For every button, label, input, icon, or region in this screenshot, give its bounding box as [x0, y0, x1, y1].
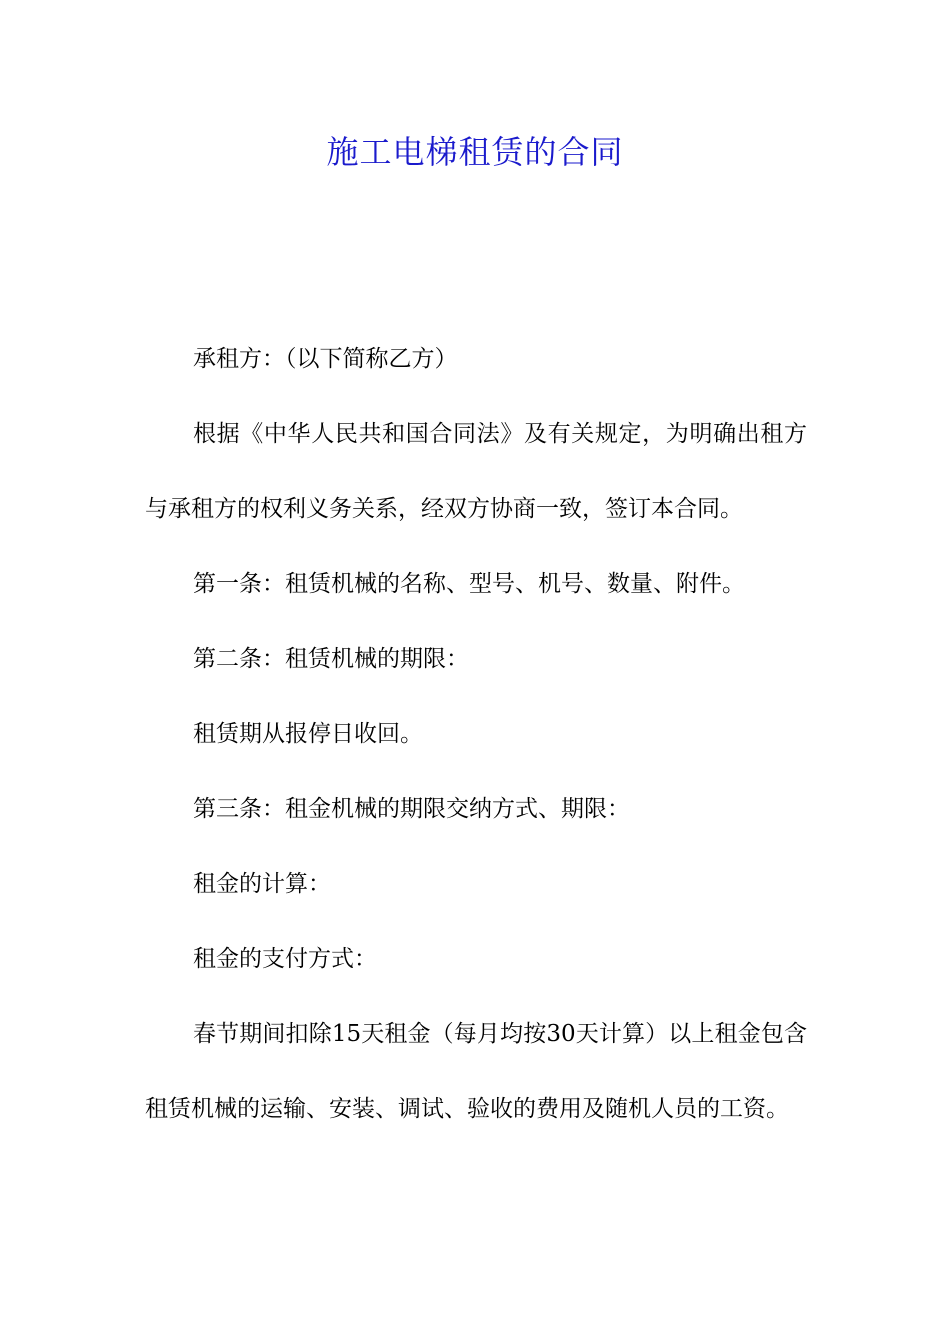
document-body [145, 322, 807, 1147]
paragraph-lease-period: 租赁期从报停日收回。 [193, 721, 423, 747]
paragraph-rent-payment: 租金的支付方式： [193, 946, 377, 972]
document-title: 施工电梯租赁的合同 [326, 133, 624, 171]
paragraph-article-1: 第一条：租赁机械的名称、型号、机号、数量、附件。 [193, 571, 745, 597]
paragraph-preamble: 根据《中华人民共和国合同法》及有关规定，为明确出租方与承租方的权利义务关系，经双方协商一致，签订本合同。 [145, 421, 807, 522]
paragraph-spring-festival: 春节期间扣除15天租金（每月均按30天计算）以上租金包含租赁机械的运输、安装、调试、验收的费用及随机人员的工资。 [145, 1021, 807, 1122]
paragraph-article-3: 第三条：租金机械的期限交纳方式、期限： [193, 796, 630, 822]
paragraph-rent-calculation: 租金的计算： [193, 871, 331, 897]
paragraph-lessee: 承租方：（以下简称乙方） [193, 346, 458, 372]
paragraph-article-2: 第二条：租赁机械的期限： [193, 646, 469, 672]
